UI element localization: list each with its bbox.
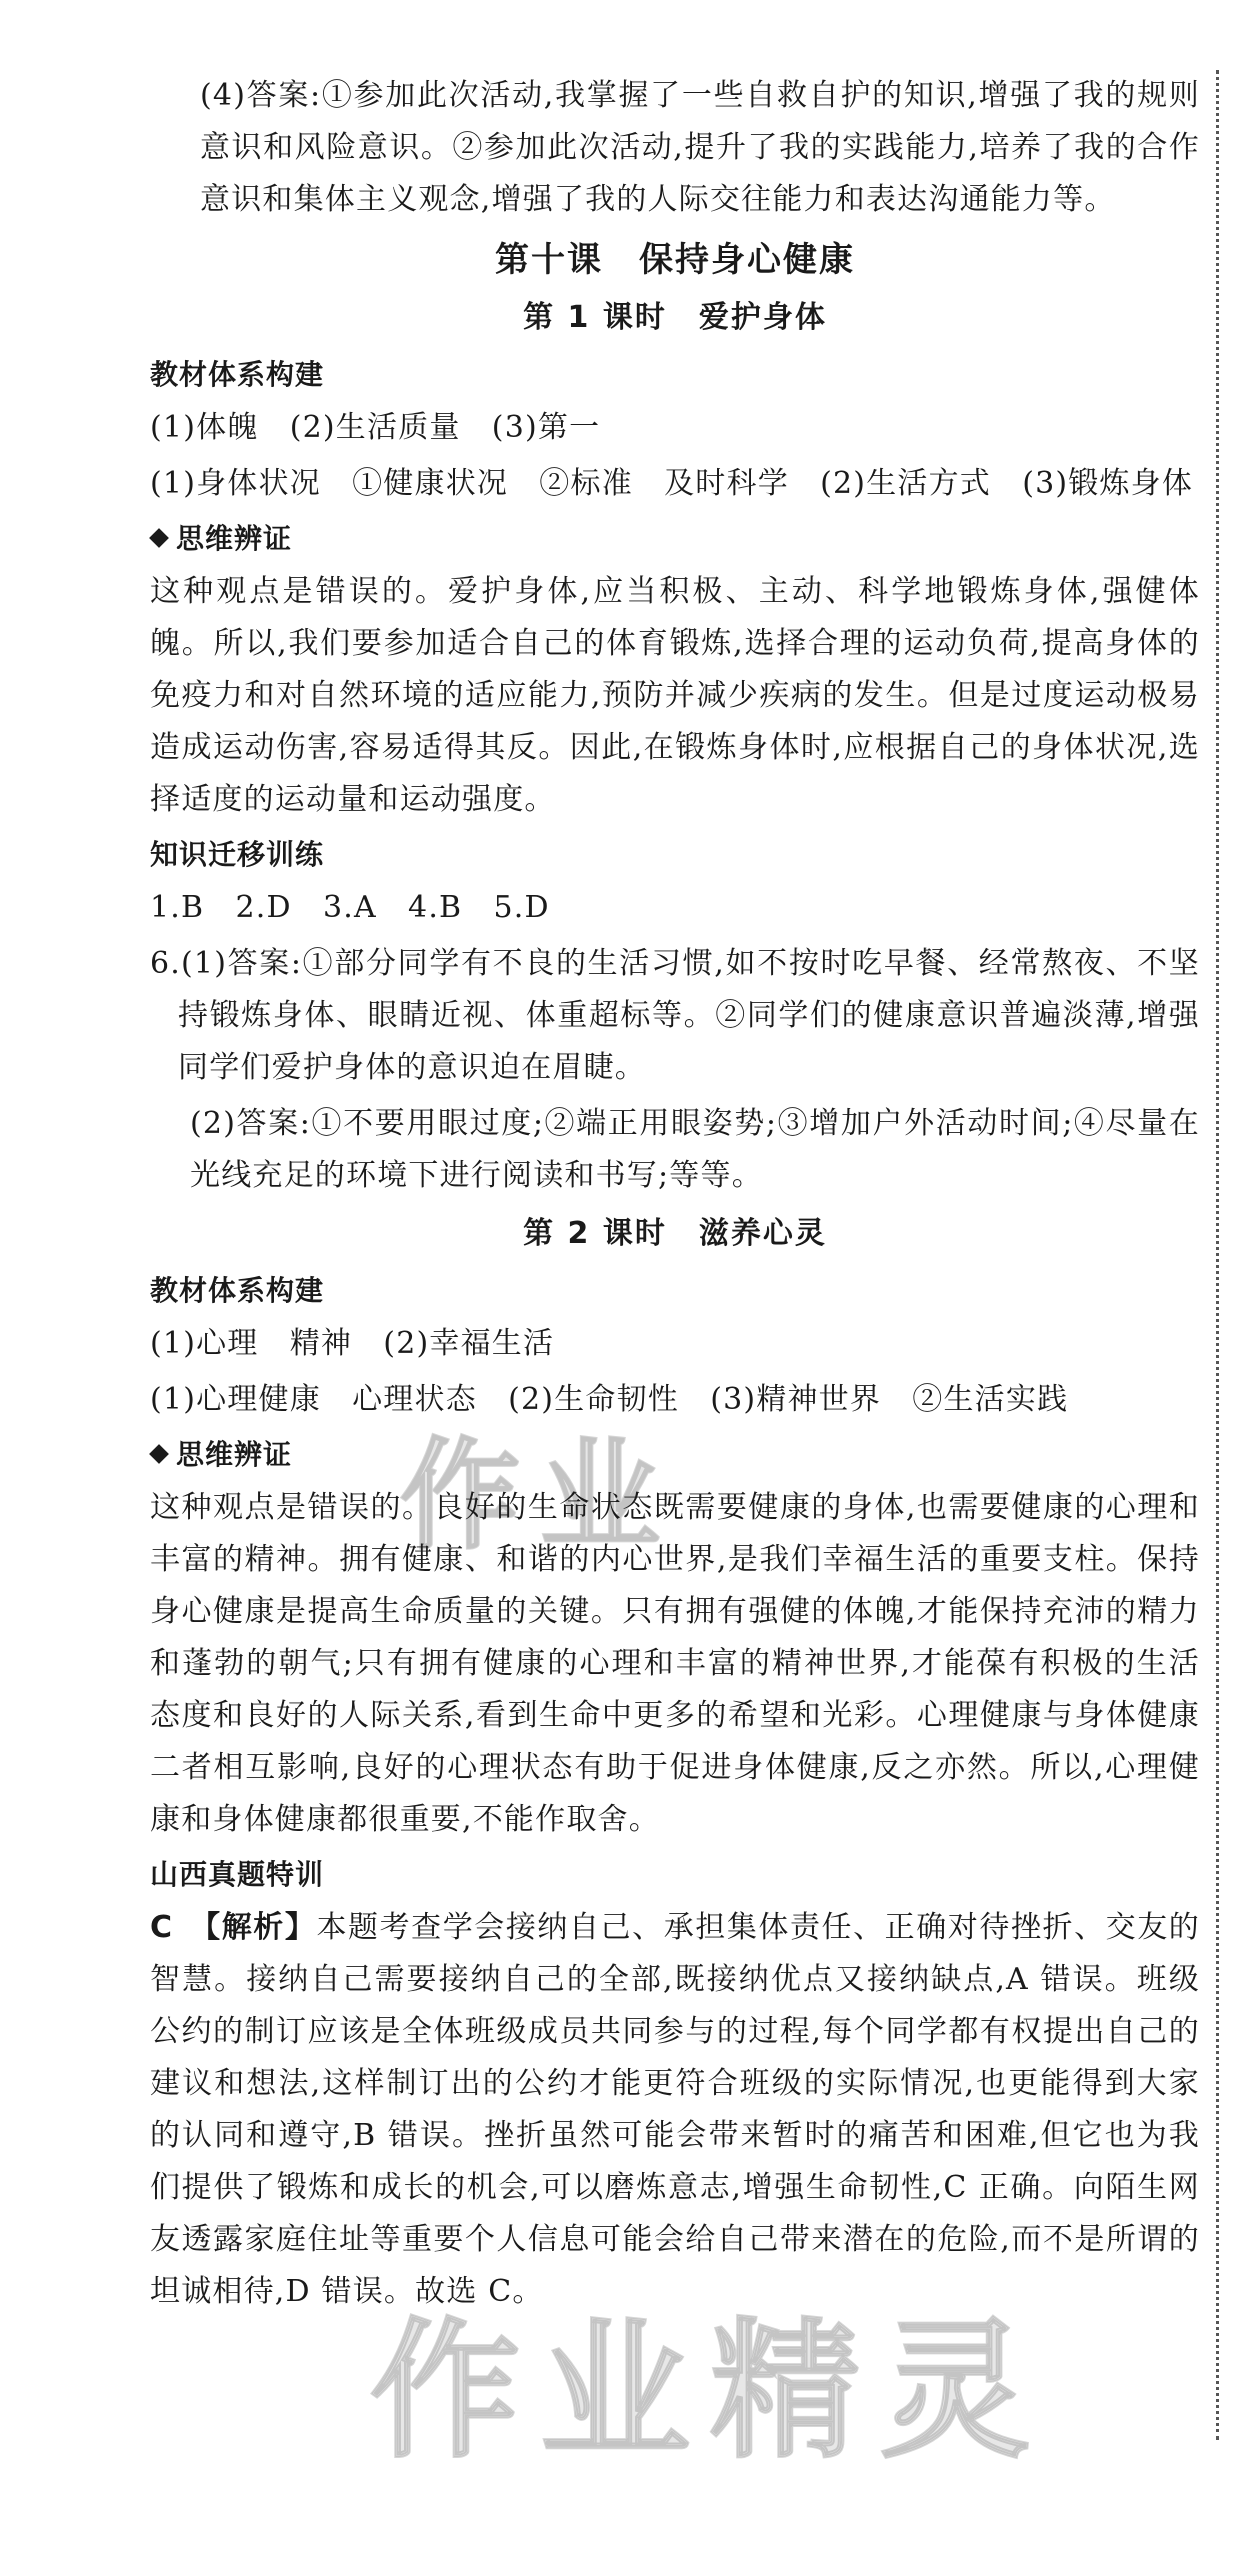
class1-system-line1: (1)体魄 (2)生活质量 (3)第一 — [150, 410, 601, 445]
answer-page — [150, 70, 1200, 2322]
class2-thinking-heading — [150, 1430, 1200, 1480]
shanxi-analysis-tag: 【解析】 — [205, 1910, 317, 1945]
class2-thinking-text: 这种观点是错误的。良好的生命状态既需要健康的身体,也需要健康的心理和丰富的精神。拥有健康、和谐的内心世界,是我们幸福生活的重要支柱。保持身心健康是提高生命质量的关键。只有拥有强健的体魄,才能保持充沛的精力和蓬勃的朝气;只有拥有健康的心理和丰富的精神世界,才能葆有积极的生活态度和良好的人际关系,看到生命中更多的希望和光彩。心理健康与身体健康二者相互影响,良好的心理状态有助于促进身体健康,反之亦然。所以,心理健康和身体健康都很重要,不能作取舍。 — [150, 1490, 1200, 1837]
answer-4-text: (4)答案:①参加此次活动,我掌握了一些自救自护的知识,增强了我的规则意识和风险意识。②参加此次活动,提升了我的实践能力,培养了我的合作意识和集体主义观念,增强了我的人际交往能力和表达沟通能力等。 — [200, 78, 1200, 217]
page-edge-dotted-rule — [1216, 70, 1219, 2440]
class1-system-line2: (1)身体状况 ①健康状况 ②标准 及时科学 (2)生活方式 (3)锻炼身体 — [150, 466, 1194, 501]
shanxi-answer-letter: C — [150, 1910, 174, 1945]
class1-thinking-heading — [150, 514, 1200, 564]
class1-question6-part2: (2)答案:①不要用眼过度;②端正用眼姿势;③增加户外活动时间;④尽量在光线充足的环境下进行阅读和书写;等等。 — [190, 1106, 1200, 1193]
class2-system-heading: 教材体系构建 — [150, 1274, 325, 1307]
class1-practice-answers: 1.B 2.D 3.A 4.B 5.D — [150, 890, 550, 925]
class2-thinking-heading-label: 思维辨证 — [176, 1438, 293, 1471]
shanxi-analysis-text: 本题考查学会接纳自己、承担集体责任、正确对待挫折、交友的智慧。接纳自己需要接纳自己的全部,既接纳优点又接纳缺点,A 错误。班级公约的制订应该是全体班级成员共同参与的过程,每个同学都有权提出自己的建议和想法,这样制订出的公约才能更符合班级的实际情况,也更能得到大家的认同和遵守,B 错误。挫折虽然可能会带来暂时的痛苦和困难,但它也为我们提供了锻炼和成长的机会,可以磨炼意志,增强生命韧性,C 正确。向陌生网友透露家庭住址等重要个人信息可能会给自己带来潜在的危险,而不是所谓的坦诚相待,D 错误。故选 C。 — [150, 1910, 1200, 2309]
class1-practice-heading: 知识迁移训练 — [150, 838, 325, 871]
class1-thinking-heading-label: 思维辨证 — [176, 522, 293, 555]
class2-shanxi-analysis — [150, 1902, 1200, 2318]
class2-system-line1: (1)心理 精神 (2)幸福生活 — [150, 1326, 555, 1361]
class1-question6-part1: 6.(1)答案:①部分同学有不良的生活习惯,如不按时吃早餐、经常熬夜、不坚持锻炼身体、眼睛近视、体重超标等。②同学们的健康意识普遍淡薄,增强同学们爱护身体的意识迫在眉睫。 — [150, 946, 1200, 1085]
watermark-top: 作业 — [400, 1427, 680, 1566]
diamond-bullet-icon — [149, 1444, 169, 1464]
class1-system-heading: 教材体系构建 — [150, 358, 325, 391]
diamond-bullet-icon — [149, 528, 169, 548]
class1-thinking-text: 这种观点是错误的。爱护身体,应当积极、主动、科学地锻炼身体,强健体魄。所以,我们要参加适合自己的体育锻炼,选择合理的运动负荷,提高身体的免疫力和对自然环境的适应能力,预防并减少疾病的发生。但是过度运动极易造成运动伤害,容易适得其反。因此,在锻炼身体时,应根据自己的身体状况,选择适度的运动量和运动强度。 — [150, 574, 1200, 817]
watermark-bottom: 作业精灵 — [370, 2305, 1051, 2479]
class1-title: 第 1 课时 爱护身体 — [523, 300, 827, 335]
class2-title: 第 2 课时 滋养心灵 — [523, 1216, 827, 1251]
lesson-title: 第十课 保持身心健康 — [495, 240, 855, 280]
class2-shanxi-heading: 山西真题特训 — [150, 1858, 325, 1891]
class2-system-line2: (1)心理健康 心理状态 (2)生命韧性 (3)精神世界 ②生活实践 — [150, 1382, 1069, 1417]
